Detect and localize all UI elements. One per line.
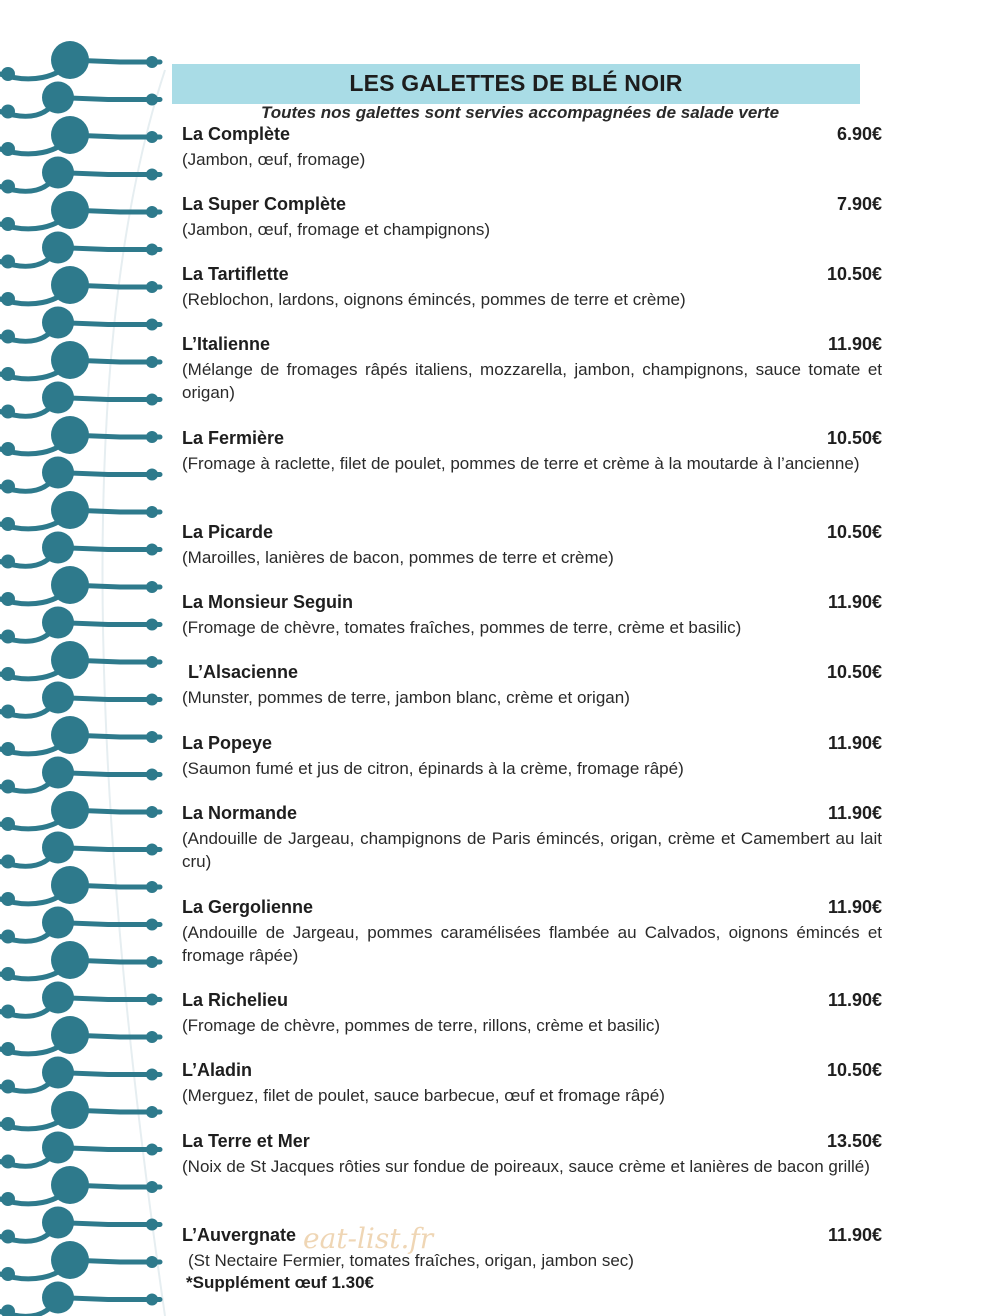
decorative-dot xyxy=(1,1305,15,1316)
item-description: (Reblochon, lardons, oignons émincés, pommes de terre et crème) xyxy=(182,290,686,309)
item-price: 6.90€ xyxy=(836,124,882,144)
menu-item xyxy=(182,124,882,171)
decorative-circle xyxy=(42,382,74,414)
item-price: 7.90€ xyxy=(836,194,882,214)
decorative-dot xyxy=(1,1080,15,1094)
item-price: 10.50€ xyxy=(826,522,882,542)
item-price: 10.50€ xyxy=(826,1060,882,1080)
decorative-dot xyxy=(1,855,15,869)
decorative-dot xyxy=(1,555,15,569)
item-price: 11.90€ xyxy=(827,592,882,612)
decorative-circle xyxy=(42,1282,74,1314)
decorative-stem xyxy=(0,998,160,1017)
decorative-dot xyxy=(146,1256,158,1268)
decorative-dot xyxy=(146,956,158,968)
decorative-circle xyxy=(42,1207,74,1239)
decorative-circle xyxy=(51,1241,89,1279)
decorative-dot xyxy=(146,1181,158,1193)
decorative-dot xyxy=(1,1155,15,1169)
page-subtitle: Toutes nos galettes sont servies accompagnées de salade verte xyxy=(260,103,780,122)
decorative-dot xyxy=(1,142,15,156)
decorative-dot xyxy=(1,592,15,606)
decorative-circle xyxy=(51,1016,89,1054)
decorative-circle xyxy=(42,982,74,1014)
decorative-dot xyxy=(1,892,15,906)
decorative-dot xyxy=(1,480,15,494)
decorative-dot xyxy=(1,330,15,344)
decorative-dot xyxy=(1,967,15,981)
item-description: (Fromage de chèvre, pommes de terre, rillons, crème et basilic) xyxy=(182,1016,661,1035)
decorative-stem xyxy=(0,773,160,792)
decorative-stem xyxy=(0,548,160,567)
item-name: La Normande xyxy=(182,803,298,823)
decorative-dot xyxy=(1,442,15,456)
decorative-circle xyxy=(42,757,74,789)
item-description: (Mélange de fromages râpés italiens, mozzarella, jambon, champignons, sauce tomate et origan) xyxy=(182,360,882,402)
decorative-dot xyxy=(1,1117,15,1131)
menu-item xyxy=(182,897,882,967)
item-price: 11.90€ xyxy=(827,334,882,354)
item-name: La Richelieu xyxy=(182,990,289,1010)
decorative-dot xyxy=(146,581,158,593)
item-name: La Super Complète xyxy=(182,194,347,214)
item-description: (St Nectaire Fermier, tomates fraîches, origan, jambon sec) xyxy=(188,1251,634,1270)
decorative-dot xyxy=(146,281,158,293)
item-description: (Jambon, œuf, fromage) xyxy=(182,150,366,169)
item-name: L’Alsacienne xyxy=(188,662,299,682)
decorative-circle xyxy=(51,491,89,529)
item-description: (Andouille de Jargeau, champignons de Paris émincés, origan, crème et Camembert au lait cru) xyxy=(182,829,882,871)
decorative-dot xyxy=(1,517,15,531)
decorative-circle xyxy=(51,41,89,79)
item-price: 10.50€ xyxy=(826,662,882,682)
item-name: La Fermière xyxy=(182,428,285,448)
item-description: (Fromage de chèvre, tomates fraîches, pommes de terre, crème et basilic) xyxy=(182,618,742,637)
decorative-stem xyxy=(0,1298,160,1316)
decorative-dot xyxy=(146,1031,158,1043)
decorative-circle xyxy=(51,191,89,229)
menu-item xyxy=(182,334,882,404)
item-name: La Popeye xyxy=(182,733,273,753)
decorative-circle xyxy=(51,266,89,304)
decorative-dot xyxy=(146,1294,158,1306)
decorative-dot xyxy=(1,930,15,944)
decorative-dot xyxy=(146,769,158,781)
decorative-dot xyxy=(1,1042,15,1056)
decorative-stem xyxy=(0,323,160,342)
decorative-circle xyxy=(51,566,89,604)
item-description: (Munster, pommes de terre, jambon blanc, crème et origan) xyxy=(182,688,630,707)
item-name: La Complète xyxy=(182,124,291,144)
decorative-dot xyxy=(146,94,158,106)
decorative-stem xyxy=(0,848,160,867)
decorative-dot xyxy=(146,731,158,743)
decorative-dot xyxy=(1,180,15,194)
item-description: (Noix de St Jacques rôties sur fondue de poireaux, sauce crème et lanières de bacon grillé) xyxy=(182,1157,870,1176)
item-name: La Terre et Mer xyxy=(182,1131,310,1151)
decorative-circle xyxy=(42,457,74,489)
decorative-dot xyxy=(1,667,15,681)
decorative-dot xyxy=(1,1267,15,1281)
item-price: 11.90€ xyxy=(827,1225,882,1245)
item-price: 11.90€ xyxy=(827,897,882,917)
decorative-dot xyxy=(146,919,158,931)
supplement-note: *Supplément œuf 1.30€ xyxy=(186,1273,374,1292)
item-price: 10.50€ xyxy=(826,428,882,448)
menu-item xyxy=(182,1225,882,1272)
decorative-circle xyxy=(51,866,89,904)
item-name: L’Italienne xyxy=(182,334,271,354)
decorative-dot xyxy=(146,169,158,181)
item-name: La Gergolienne xyxy=(182,897,314,917)
decorative-dot xyxy=(146,881,158,893)
decorative-stem xyxy=(0,98,160,117)
decorative-dot xyxy=(1,1005,15,1019)
decorative-circle xyxy=(42,157,74,189)
decorative-dot xyxy=(146,994,158,1006)
decorative-circle xyxy=(51,791,89,829)
circle-stem-pattern xyxy=(0,0,170,1316)
item-name: La Monsieur Seguin xyxy=(182,592,354,612)
decorative-dot xyxy=(1,217,15,231)
page-title: LES GALETTES DE BLÉ NOIR xyxy=(349,70,683,96)
decorative-circle xyxy=(51,941,89,979)
decorative-dot xyxy=(146,694,158,706)
decorative-stem xyxy=(0,923,160,942)
decorative-circle xyxy=(42,1132,74,1164)
decorative-dot xyxy=(146,356,158,368)
decorative-circle xyxy=(42,682,74,714)
decorative-circle xyxy=(51,641,89,679)
decorative-circle xyxy=(51,1091,89,1129)
decorative-dot xyxy=(1,367,15,381)
menu-item xyxy=(182,990,882,1037)
decorative-circle xyxy=(42,307,74,339)
item-description: (Saumon fumé et jus de citron, épinards à la crème, fromage râpé) xyxy=(182,759,684,778)
item-price: 11.90€ xyxy=(827,733,882,753)
decorative-circle xyxy=(51,716,89,754)
decorative-dot xyxy=(146,1144,158,1156)
item-description: (Jambon, œuf, fromage et champignons) xyxy=(182,220,491,239)
decorative-circle xyxy=(42,907,74,939)
decorative-dot xyxy=(1,705,15,719)
decorative-dot xyxy=(1,292,15,306)
decorative-dot xyxy=(1,1192,15,1206)
menu-item xyxy=(182,1060,882,1107)
decorative-stem xyxy=(0,1223,160,1242)
decorative-dot xyxy=(146,469,158,481)
watermark: eat-list.fr xyxy=(303,1222,434,1255)
item-description: (Andouille de Jargeau, pommes caramélisées flambée au Calvados, oignons émincés et fromage râpée) xyxy=(182,923,882,965)
menu-item xyxy=(182,733,882,780)
menu-item xyxy=(182,428,882,475)
item-description: (Merguez, filet de poulet, sauce barbecue, œuf et fromage râpé) xyxy=(182,1086,665,1105)
menu-item xyxy=(182,662,882,709)
item-description: (Maroilles, lanières de bacon, pommes de terre et crème) xyxy=(182,548,614,567)
item-price: 11.90€ xyxy=(827,803,882,823)
decorative-border xyxy=(0,0,170,1316)
decorative-stem xyxy=(0,623,160,642)
decorative-dot xyxy=(1,630,15,644)
decorative-dot xyxy=(146,131,158,143)
decorative-dot xyxy=(146,394,158,406)
decorative-stem xyxy=(0,473,160,492)
item-name: La Picarde xyxy=(182,522,274,542)
item-price: 10.50€ xyxy=(826,264,882,284)
decorative-circle xyxy=(42,1057,74,1089)
decorative-circle xyxy=(51,341,89,379)
decorative-circle xyxy=(51,1166,89,1204)
item-price: 13.50€ xyxy=(826,1131,882,1151)
decorative-dot xyxy=(1,780,15,794)
decorative-dot xyxy=(146,319,158,331)
decorative-dot xyxy=(1,742,15,756)
menu-item xyxy=(182,592,882,639)
decorative-circle xyxy=(42,532,74,564)
decorative-dot xyxy=(146,1106,158,1118)
decorative-dot xyxy=(1,817,15,831)
decorative-circle xyxy=(42,832,74,864)
decorative-dot xyxy=(146,1219,158,1231)
menu-item xyxy=(182,264,882,311)
decorative-stem xyxy=(0,698,160,717)
decorative-dot xyxy=(1,405,15,419)
decorative-dot xyxy=(1,1230,15,1244)
item-name: L’Aladin xyxy=(182,1060,253,1080)
decorative-circle xyxy=(42,82,74,114)
decorative-dot xyxy=(146,544,158,556)
decorative-dot xyxy=(146,656,158,668)
decorative-dot xyxy=(1,105,15,119)
decorative-stem xyxy=(0,398,160,417)
decorative-arc xyxy=(103,70,166,1316)
item-price: 11.90€ xyxy=(827,990,882,1010)
decorative-dot xyxy=(1,255,15,269)
decorative-dot xyxy=(146,806,158,818)
decorative-dot xyxy=(146,206,158,218)
decorative-dot xyxy=(1,67,15,81)
menu-item xyxy=(182,194,882,241)
decorative-dot xyxy=(146,1069,158,1081)
decorative-stem xyxy=(0,248,160,267)
item-name: L’Auvergnate xyxy=(182,1225,297,1245)
decorative-circle xyxy=(51,116,89,154)
menu-item xyxy=(182,1131,882,1178)
menu-item xyxy=(182,522,882,569)
decorative-circle xyxy=(42,607,74,639)
decorative-dot xyxy=(146,431,158,443)
decorative-dot xyxy=(146,506,158,518)
menu-item xyxy=(182,803,882,873)
decorative-dot xyxy=(146,619,158,631)
decorative-stem xyxy=(0,1148,160,1167)
decorative-circle xyxy=(51,416,89,454)
decorative-circle xyxy=(42,232,74,264)
decorative-dot xyxy=(146,244,158,256)
item-description: (Fromage à raclette, filet de poulet, pommes de terre et crème à la moutarde à l’ancienne) xyxy=(182,454,860,473)
decorative-dot xyxy=(146,844,158,856)
item-name: La Tartiflette xyxy=(182,264,289,284)
decorative-dot xyxy=(146,56,158,68)
